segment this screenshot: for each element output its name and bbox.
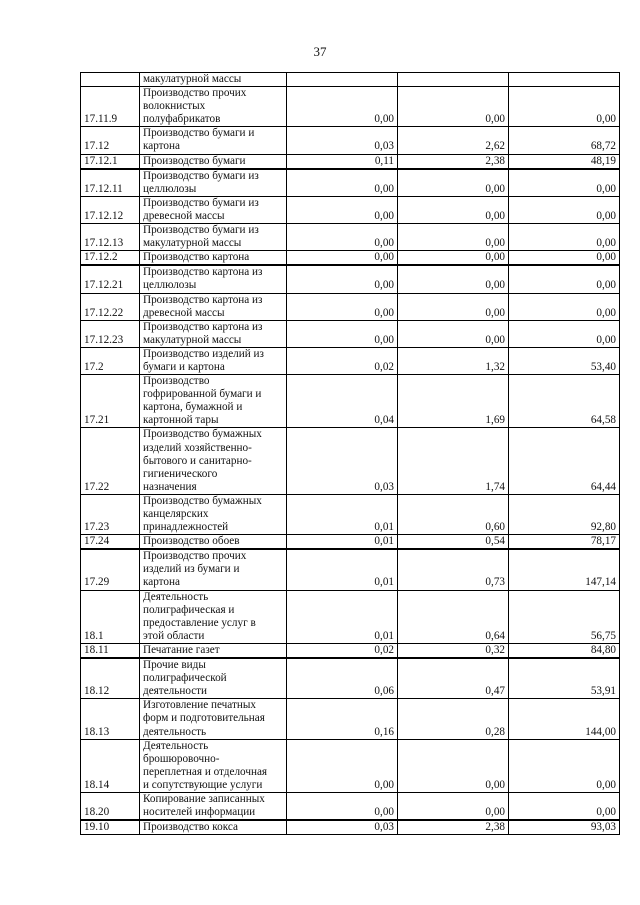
value-1-cell: 0,06	[287, 658, 398, 699]
table-row	[81, 320, 620, 347]
code-cell: 17.22	[81, 428, 140, 494]
code-cell: 18.11	[81, 643, 140, 658]
table-row	[81, 658, 620, 699]
value-2-cell: 0,47	[398, 658, 509, 699]
value-3-cell: 144,00	[509, 699, 620, 739]
name-cell	[140, 739, 287, 792]
table-row	[81, 251, 620, 266]
name-cell	[140, 535, 287, 550]
activity-name: Производство бумаги из целлюлозы	[143, 169, 259, 195]
code-cell: 17.12.12	[81, 196, 140, 223]
activity-name: Деятельность полиграфическая и предоставление услуг в этой области	[143, 590, 256, 642]
name-cell	[140, 590, 287, 643]
value-3-cell: 0,00	[509, 265, 620, 293]
value-1-cell: 0,00	[287, 87, 398, 127]
value-2-cell: 0,64	[398, 590, 509, 643]
code-cell: 19.10	[81, 820, 140, 835]
table-row	[81, 73, 620, 87]
value-2-cell: 2,38	[398, 820, 509, 835]
value-3-cell: 0,00	[509, 87, 620, 127]
table-body	[81, 73, 620, 835]
value-3-cell: 92,80	[509, 494, 620, 534]
value-2-cell: 1,74	[398, 428, 509, 494]
value-2-cell: 0,60	[398, 494, 509, 534]
name-cell	[140, 375, 287, 428]
value-1-cell: 0,04	[287, 375, 398, 428]
value-3-cell: 53,91	[509, 658, 620, 699]
activity-name: Производство обоев	[143, 535, 240, 548]
name-cell	[140, 293, 287, 320]
activity-name: Производство бумажных канцелярских принадлежностей	[143, 494, 262, 534]
activity-name: Производство прочих волокнистых полуфабрикатов	[143, 87, 247, 126]
value-2-cell: 0,00	[398, 224, 509, 251]
value-3-cell: 64,58	[509, 375, 620, 428]
value-2-cell: 2,62	[398, 127, 509, 154]
name-cell	[140, 549, 287, 590]
value-1-cell: 0,00	[287, 251, 398, 266]
code-cell: 18.13	[81, 699, 140, 739]
code-cell: 17.2	[81, 347, 140, 374]
table-row	[81, 265, 620, 293]
activity-name: Изготовление печатных форм и подготовительная деятельность	[143, 699, 265, 738]
table-row	[81, 549, 620, 590]
activity-name: Производство бумаги	[143, 154, 246, 167]
table-row	[81, 699, 620, 739]
value-1-cell: 0,00	[287, 293, 398, 320]
value-3-cell: 0,00	[509, 320, 620, 347]
page-number: 37	[313, 44, 327, 59]
value-3-cell: 64,44	[509, 428, 620, 494]
value-2-cell: 0,00	[398, 87, 509, 127]
name-cell	[140, 320, 287, 347]
value-3-cell: 84,80	[509, 643, 620, 658]
activity-name: Производство картона из древесной массы	[143, 293, 263, 319]
value-3-cell: 0,00	[509, 792, 620, 820]
value-3-cell: 0,00	[509, 169, 620, 197]
table-row	[81, 293, 620, 320]
value-3-cell: 78,17	[509, 535, 620, 550]
name-cell	[140, 658, 287, 699]
activity-name: Производство бумаги из макулатурной массы	[143, 224, 259, 250]
name-cell	[140, 251, 287, 266]
name-cell	[140, 643, 287, 658]
table-row	[81, 127, 620, 154]
table-row	[81, 643, 620, 658]
value-3-cell: 68,72	[509, 127, 620, 154]
activity-name: Производство гофрированной бумаги и картона, бумажной и картонной тары	[143, 375, 262, 427]
code-cell: 18.1	[81, 590, 140, 643]
activity-name: макулатурной массы	[143, 73, 242, 85]
value-3-cell: 48,19	[509, 154, 620, 169]
value-3-cell: 147,14	[509, 549, 620, 590]
name-cell	[140, 127, 287, 154]
value-1-cell: 0,02	[287, 347, 398, 374]
table-row	[81, 792, 620, 820]
code-cell: 17.12.11	[81, 169, 140, 197]
value-3-cell: 0,00	[509, 251, 620, 266]
name-cell	[140, 494, 287, 534]
value-2-cell: 1,69	[398, 375, 509, 428]
value-1-cell: 0,00	[287, 792, 398, 820]
activity-name: Копирование записанных носителей информации	[143, 792, 265, 819]
table-row	[81, 375, 620, 428]
name-cell	[140, 169, 287, 197]
activity-name: Деятельность брошюровочно- переплетная и отделочная и сопутствующие услуги	[143, 739, 268, 791]
value-3-cell: 53,40	[509, 347, 620, 374]
table-row	[81, 820, 620, 835]
activity-name: Производство изделий из бумаги и картона	[143, 347, 264, 373]
activity-name: Производство картона из макулатурной массы	[143, 320, 263, 346]
code-cell: 17.12	[81, 127, 140, 154]
value-2-cell: 0,00	[398, 265, 509, 293]
value-2-cell	[398, 73, 509, 87]
value-1-cell: 0,11	[287, 154, 398, 169]
value-3-cell: 56,75	[509, 590, 620, 643]
table-row	[81, 154, 620, 169]
name-cell	[140, 224, 287, 251]
table-row	[81, 224, 620, 251]
activity-name: Прочие виды полиграфической деятельности	[143, 659, 227, 698]
data-table	[80, 72, 620, 835]
table-row	[81, 590, 620, 643]
table-row	[81, 196, 620, 223]
value-1-cell: 0,01	[287, 494, 398, 534]
activity-name: Производство картона из целлюлозы	[143, 266, 263, 292]
value-2-cell: 0,73	[398, 549, 509, 590]
value-2-cell: 0,54	[398, 535, 509, 550]
value-1-cell: 0,00	[287, 196, 398, 223]
code-cell: 17.12.1	[81, 154, 140, 169]
code-cell: 17.29	[81, 549, 140, 590]
name-cell	[140, 87, 287, 127]
name-cell	[140, 699, 287, 739]
name-cell	[140, 428, 287, 494]
value-2-cell: 0,32	[398, 643, 509, 658]
value-2-cell: 0,28	[398, 699, 509, 739]
value-1-cell: 0,00	[287, 169, 398, 197]
value-3-cell: 0,00	[509, 196, 620, 223]
code-cell: 18.14	[81, 739, 140, 792]
value-3-cell: 93,03	[509, 820, 620, 835]
value-1-cell: 0,00	[287, 265, 398, 293]
code-cell: 17.12.13	[81, 224, 140, 251]
value-2-cell: 0,00	[398, 792, 509, 820]
activity-name: Производство бумаги из древесной массы	[143, 196, 259, 222]
value-2-cell: 1,32	[398, 347, 509, 374]
code-cell: 18.12	[81, 658, 140, 699]
value-2-cell: 0,00	[398, 739, 509, 792]
table-row	[81, 87, 620, 127]
value-1-cell: 0,01	[287, 535, 398, 550]
value-2-cell: 0,00	[398, 320, 509, 347]
value-2-cell: 0,00	[398, 251, 509, 266]
value-2-cell: 0,00	[398, 293, 509, 320]
table-row	[81, 169, 620, 197]
activity-name: Производство кокса	[143, 821, 238, 834]
name-cell	[140, 196, 287, 223]
code-cell: 17.12.21	[81, 265, 140, 293]
name-cell	[140, 154, 287, 169]
activity-name: Производство бумаги и картона	[143, 127, 255, 153]
table-row	[81, 739, 620, 792]
code-cell: 17.23	[81, 494, 140, 534]
activity-name: Печатание газет	[143, 643, 220, 656]
value-1-cell: 0,02	[287, 643, 398, 658]
activity-name: Производство бумажных изделий хозяйственно- бытового и санитарно- гигиенического назначения	[143, 428, 262, 493]
value-2-cell: 2,38	[398, 154, 509, 169]
code-cell: 17.11.9	[81, 87, 140, 127]
name-cell	[140, 265, 287, 293]
name-cell	[140, 73, 287, 87]
value-1-cell: 0,16	[287, 699, 398, 739]
value-1-cell: 0,00	[287, 739, 398, 792]
value-1-cell: 0,03	[287, 820, 398, 835]
name-cell	[140, 792, 287, 820]
table-row	[81, 428, 620, 494]
value-3-cell	[509, 73, 620, 87]
value-1-cell	[287, 73, 398, 87]
value-1-cell: 0,00	[287, 224, 398, 251]
code-cell	[81, 73, 140, 87]
value-2-cell: 0,00	[398, 196, 509, 223]
code-cell: 17.21	[81, 375, 140, 428]
name-cell	[140, 820, 287, 835]
value-3-cell: 0,00	[509, 293, 620, 320]
code-cell: 17.12.23	[81, 320, 140, 347]
code-cell: 18.20	[81, 792, 140, 820]
name-cell	[140, 347, 287, 374]
activity-name: Производство картона	[143, 251, 250, 264]
value-2-cell: 0,00	[398, 169, 509, 197]
value-1-cell: 0,03	[287, 127, 398, 154]
table-row	[81, 535, 620, 550]
code-cell: 17.12.22	[81, 293, 140, 320]
value-1-cell: 0,03	[287, 428, 398, 494]
value-1-cell: 0,01	[287, 549, 398, 590]
table-row	[81, 347, 620, 374]
value-1-cell: 0,00	[287, 320, 398, 347]
code-cell: 17.12.2	[81, 251, 140, 266]
value-1-cell: 0,01	[287, 590, 398, 643]
table-row	[81, 494, 620, 534]
value-3-cell: 0,00	[509, 739, 620, 792]
activity-name: Производство прочих изделий из бумаги и картона	[143, 550, 247, 589]
value-3-cell: 0,00	[509, 224, 620, 251]
code-cell: 17.24	[81, 535, 140, 550]
